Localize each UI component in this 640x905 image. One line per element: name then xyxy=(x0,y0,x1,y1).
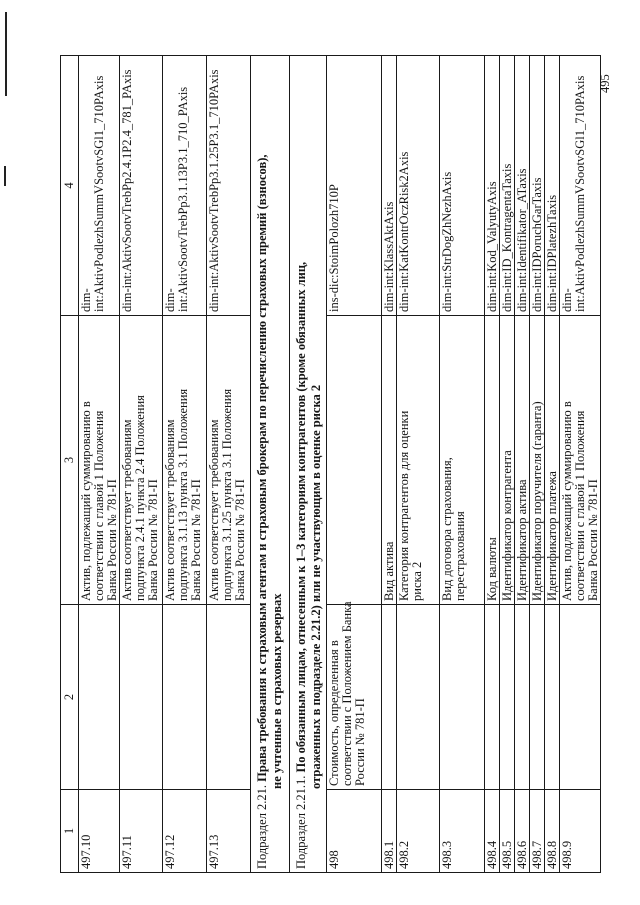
code-cell: dim-int:KlassAktAxis xyxy=(382,56,397,316)
description-cell: Актив соответствует требованиям подпункта 3.1.25 пункта 3.1 Положения Банка России № 781-П xyxy=(207,316,251,605)
description-cell: Идентификатор актива xyxy=(515,316,530,605)
row-number-cell: 498.2 xyxy=(397,790,440,873)
table-row xyxy=(207,56,251,873)
indicator-name-cell xyxy=(440,605,485,790)
row-number-cell: 497.10 xyxy=(79,790,120,873)
code-cell: dim-int:Kod_ValyutyAxis xyxy=(485,56,500,316)
code-cell: dim- int:AktivPodlezhSummVSootvSGl1_710PAxis xyxy=(79,56,120,316)
indicator-name-cell xyxy=(397,605,440,790)
description-cell: Идентификатор платежа xyxy=(545,316,560,605)
column-4-header: 4 xyxy=(61,56,79,316)
table-row xyxy=(440,56,485,873)
code-cell: dim- int:AktivPodlezhSummVSootvSGl1_710PAxis xyxy=(560,56,601,316)
table-row xyxy=(382,56,397,873)
code-cell: dim-int:IDPlatezhTaxis xyxy=(545,56,560,316)
code-cell: ins-dic:StoimPolozh710P xyxy=(327,56,382,316)
section-title: Права требования к страховым агентам и страховым брокерам по перечислению страховых премий (взносов), не учтенные в страховых резервах xyxy=(255,154,284,789)
row-number-cell: 498.3 xyxy=(440,790,485,873)
row-number-cell: 498.9 xyxy=(560,790,601,873)
description-cell: Вид договора страхования, перестрахования xyxy=(440,316,485,605)
section-heading xyxy=(251,56,290,873)
indicator-name-cell xyxy=(515,605,530,790)
description-cell: Актив соответствует требованиям подпункта 3.1.13 пункта 3.1 Положения Банка России № 781-П xyxy=(163,316,207,605)
code-cell: dim-int:StrDogZhNezhAxis xyxy=(440,56,485,316)
code-cell: dim- int:AktivSootvTrebPp3.1.13P3.1_710_PAxis xyxy=(163,56,207,316)
section-number: Подраздел 2.21. xyxy=(255,784,269,869)
indicator-name-cell: Стоимость, определенная в соответствии с Положением Банка России № 781-П xyxy=(327,605,382,790)
indicator-table xyxy=(60,55,601,873)
description-cell: Код валюты xyxy=(485,316,500,605)
table-row xyxy=(79,56,120,873)
row-number-cell: 498.6 xyxy=(515,790,530,873)
header-row xyxy=(61,56,79,873)
row-number-cell: 498.7 xyxy=(530,790,545,873)
code-cell: dim-int:AktivSootvTrebPp3.1.25P3.1_710PAxis xyxy=(207,56,251,316)
description-cell: Категория контрагентов для оценки риска 2 xyxy=(397,316,440,605)
table-row xyxy=(163,56,207,873)
row-number-cell: 498.8 xyxy=(545,790,560,873)
section-number: Подраздел 2.21.1. xyxy=(294,775,308,869)
table-row xyxy=(500,56,515,873)
description-cell xyxy=(327,316,382,605)
table-row xyxy=(545,56,560,873)
code-cell: dim-int:AktivSootvTrebPp2.4.1P2.4_781_PAxis xyxy=(120,56,163,316)
description-cell: Актив соответствует требованиям подпункта 2.4.1 пункта 2.4 Положения Банка России № 781-П xyxy=(120,316,163,605)
indicator-name-cell xyxy=(500,605,515,790)
indicator-name-cell xyxy=(530,605,545,790)
code-cell: dim-int:KatKontrOczRisk2Axis xyxy=(397,56,440,316)
row-number-cell: 497.13 xyxy=(207,790,251,873)
indicator-name-cell xyxy=(163,605,207,790)
indicator-name-cell xyxy=(560,605,601,790)
indicator-name-cell xyxy=(485,605,500,790)
subsection-heading xyxy=(290,56,327,873)
code-cell: dim-int:Identifikator_ATaxis xyxy=(515,56,530,316)
indicator-name-cell xyxy=(120,605,163,790)
row-number-cell: 498.4 xyxy=(485,790,500,873)
description-cell: Актив, подлежащий суммированию в соответствии с главой 1 Положения Банка России № 781-П xyxy=(560,316,601,605)
section-row xyxy=(290,56,327,873)
column-3-header: 3 xyxy=(61,316,79,605)
indicator-name-cell xyxy=(79,605,120,790)
row-number-cell: 498.1 xyxy=(382,790,397,873)
table-row xyxy=(120,56,163,873)
column-1-header: 1 xyxy=(61,790,79,873)
column-2-header: 2 xyxy=(61,605,79,790)
indicator-name-cell xyxy=(545,605,560,790)
description-cell: Вид актива xyxy=(382,316,397,605)
table-row xyxy=(530,56,545,873)
table-row xyxy=(485,56,500,873)
code-cell: dim-int:IDPoruchGarTaxis xyxy=(530,56,545,316)
description-cell: Актив, подлежащий суммированию в соответствии с главой 1 Положения Банка России № 781-П xyxy=(79,316,120,605)
indicator-name-cell xyxy=(382,605,397,790)
table-row xyxy=(327,56,382,873)
description-cell: Идентификатор поручителя (гаранта) xyxy=(530,316,545,605)
row-number-cell: 497.11 xyxy=(120,790,163,873)
page-number: 495 xyxy=(598,74,612,93)
row-number-cell: 498.5 xyxy=(500,790,515,873)
row-number-cell: 497.12 xyxy=(163,790,207,873)
table-row xyxy=(515,56,530,873)
indicator-name-cell xyxy=(207,605,251,790)
table-row xyxy=(397,56,440,873)
section-row xyxy=(251,56,290,873)
description-cell: Идентификатор контрагента xyxy=(500,316,515,605)
row-number-cell: 498 xyxy=(327,790,382,873)
section-title: По обязанным лицам, отнесенным к 1–3 категориям контрагентов (кроме обязанных лиц, отраженных в подразделе 2.21.2) или не участвующим в оценке риска 2 xyxy=(294,261,323,789)
code-cell: dim-int:ID_KontragentaTaxis xyxy=(500,56,515,316)
table-row xyxy=(560,56,601,873)
